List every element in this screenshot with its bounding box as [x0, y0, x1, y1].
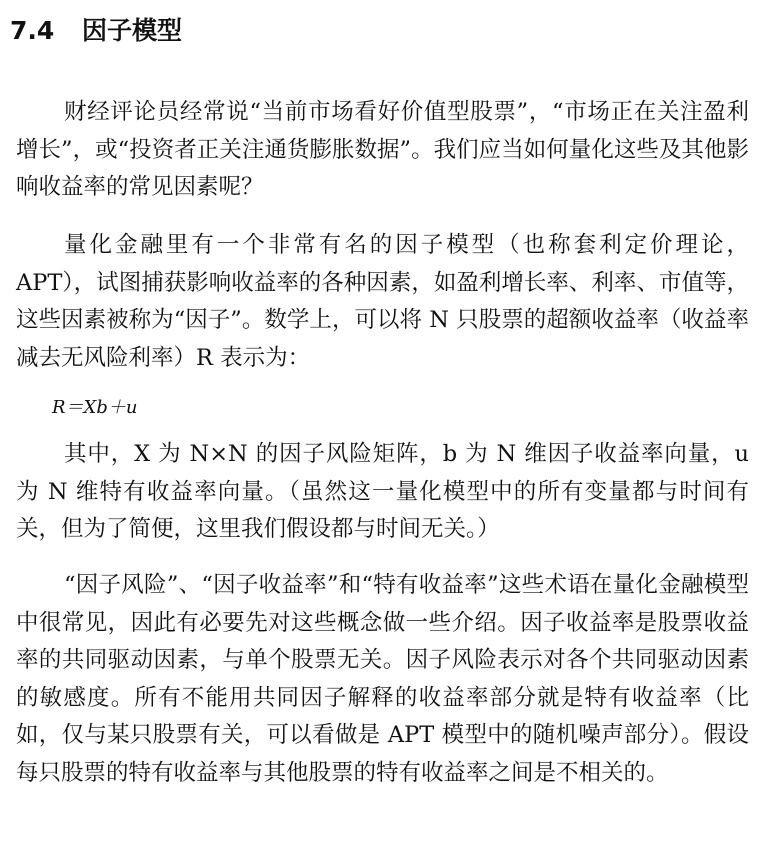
formula: R＝Xb＋u [52, 397, 138, 418]
section-title: 因子模型 [82, 16, 183, 45]
paragraph-intro: 财经评论员经常说“当前市场看好价值型股票”，“市场正在关注盈利增长”，或“投资者正关注通货膨胀数据”。我们应当如何量化这些及其他影响收益率的常见因素呢？ [16, 99, 749, 200]
paragraph-terms: “因子风险”、“因子收益率”和“特有收益率”这些术语在量化金融模型中很常见，因此有必要先对这些概念做一些介绍。因子收益率是股票收益率的共同驱动因素，与单个股票无关。因子风险表示对各个共同驱动因素的敏感度。所有不能用共同因子解释的收益率部分就是特有收益率（比如，仅与某只股票有关，可以看做是 APT 模型中的随机噪声部分）。假设每只股票的特有收益率与其他股票的特有收益率之间是不相关的。 [16, 572, 749, 786]
section-number: 7.4 [10, 16, 55, 45]
paragraph-variables: 其中，X 为 N×N 的因子风险矩阵，b 为 N 维因子收益率向量，u 为 N 维特有收益率向量。（虽然这一量化模型中的所有变量都与时间有关，但为了简便，这里我们假设都与时间无关。） [16, 441, 749, 542]
section-heading [10, 14, 182, 48]
paragraph-apt: 量化金融里有一个非常有名的因子模型（也称套利定价理论，APT），试图捕获影响收益率的各种因素，如盈利增长率、利率、市值等，这些因素被称为“因子”。数学上，可以将 N 只股票的超额收益率（收益率减去无风险利率）R 表示为： [16, 232, 749, 371]
